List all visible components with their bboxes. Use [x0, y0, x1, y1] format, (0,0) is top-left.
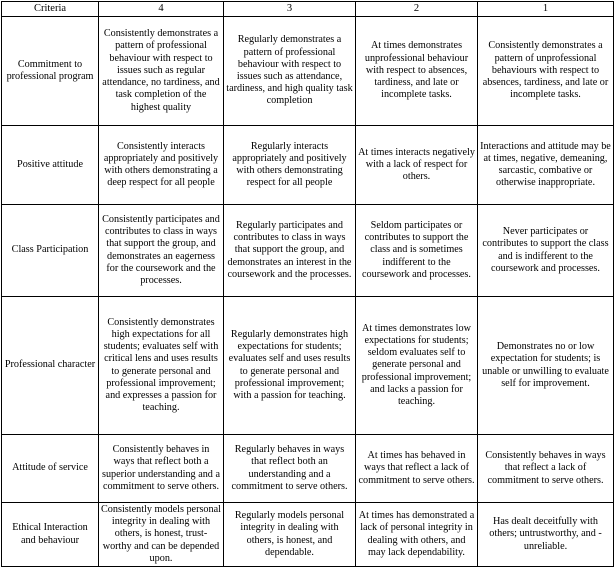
table-row: [2, 435, 614, 503]
header-criteria: Criteria: [2, 2, 99, 17]
score-1-cell: Has dealt deceitfully with others; untrustworthy, and -unreliable.: [478, 503, 614, 567]
criteria-cell: Class Participation: [2, 205, 99, 297]
score-1-cell: Never participates or contributes to support the class and is indifferent to the coursework and processes.: [478, 205, 614, 297]
table-row: [2, 17, 614, 126]
score-4-cell: Consistently participates and contributes to class in ways that support the group, and demonstrates an eagerness for the coursework and the processes.: [99, 205, 224, 297]
header-score-2: 2: [356, 2, 478, 17]
score-2-cell: At times demonstrates low expectations for students; seldom evaluates self to generate personal and professional improvement; and lacks a passion for teaching.: [356, 297, 478, 435]
score-1-cell: Interactions and attitude may be at times, negative, demeaning, sarcastic, combative or otherwise inappropriate.: [478, 126, 614, 205]
score-1-cell: Consistently demonstrates a pattern of unprofessional behaviours with respect to absences, tardiness, and late or incomplete tasks.: [478, 17, 614, 126]
criteria-cell: Attitude of service: [2, 435, 99, 503]
score-2-cell: At times has behaved in ways that reflect a lack of commitment to serve others.: [356, 435, 478, 503]
score-1-cell: Demonstrates no or low expectation for students; is unable or unwilling to evaluate self for improvement.: [478, 297, 614, 435]
score-4-cell: Consistently interacts appropriately and positively with others demonstrating a deep respect for all people: [99, 126, 224, 205]
criteria-cell: Commitment to professional program: [2, 17, 99, 126]
score-1-cell: Consistently behaves in ways that reflect a lack of commitment to serve others.: [478, 435, 614, 503]
score-2-cell: At times interacts negatively with a lack of respect for others.: [356, 126, 478, 205]
header-score-1: 1: [478, 2, 614, 17]
score-3-cell: Regularly demonstrates high expectations for students; evaluates self and uses results to generate personal and professional improvement; with a passion for teaching.: [224, 297, 356, 435]
score-3-cell: Regularly interacts appropriately and positively with others demonstrating respect for all people: [224, 126, 356, 205]
criteria-cell: Professional character: [2, 297, 99, 435]
table-row: [2, 126, 614, 205]
table-row: [2, 297, 614, 435]
score-4-cell: Consistently demonstrates high expectations for all students; evaluates self with critical lens and uses results to generate personal and professional improvement; and expresses a passion for teaching.: [99, 297, 224, 435]
score-3-cell: Regularly models personal integrity in dealing with others, is honest, and dependable.: [224, 503, 356, 567]
criteria-cell: Ethical Interaction and behaviour: [2, 503, 99, 567]
score-3-cell: Regularly participates and contributes to class in ways that support the group, and demonstrates an interest in the coursework and the processes.: [224, 205, 356, 297]
score-2-cell: At times has demonstrated a lack of personal integrity in dealing with others, and may lack dependability.: [356, 503, 478, 567]
header-row: [2, 2, 614, 17]
score-4-cell: Consistently demonstrates a pattern of professional behaviour with respect to issues such as regular attendance, no tardiness, and task completion of the highest quality: [99, 17, 224, 126]
criteria-cell: Positive attitude: [2, 126, 99, 205]
score-2-cell: At times demonstrates unprofessional behaviour with respect to absences, tardiness, and late or incomplete tasks.: [356, 17, 478, 126]
header-score-4: 4: [99, 2, 224, 17]
table-row: [2, 205, 614, 297]
score-4-cell: Consistently behaves in ways that reflect both a superior understanding and a commitment to serve others.: [99, 435, 224, 503]
score-2-cell: Seldom participates or contributes to support the class and is sometimes indifferent to the coursework and processes.: [356, 205, 478, 297]
score-4-cell: Consistently models personal integrity in dealing with others, is honest, trust-worthy and can be depended upon.: [99, 503, 224, 567]
table-row: [2, 503, 614, 567]
score-3-cell: Regularly demonstrates a pattern of professional behaviour with respect to issues such as attendance, tardiness, and high quality task completion: [224, 17, 356, 126]
header-score-3: 3: [224, 2, 356, 17]
rubric-table: [1, 1, 614, 567]
score-3-cell: Regularly behaves in ways that reflect both an understanding and a commitment to serve others.: [224, 435, 356, 503]
